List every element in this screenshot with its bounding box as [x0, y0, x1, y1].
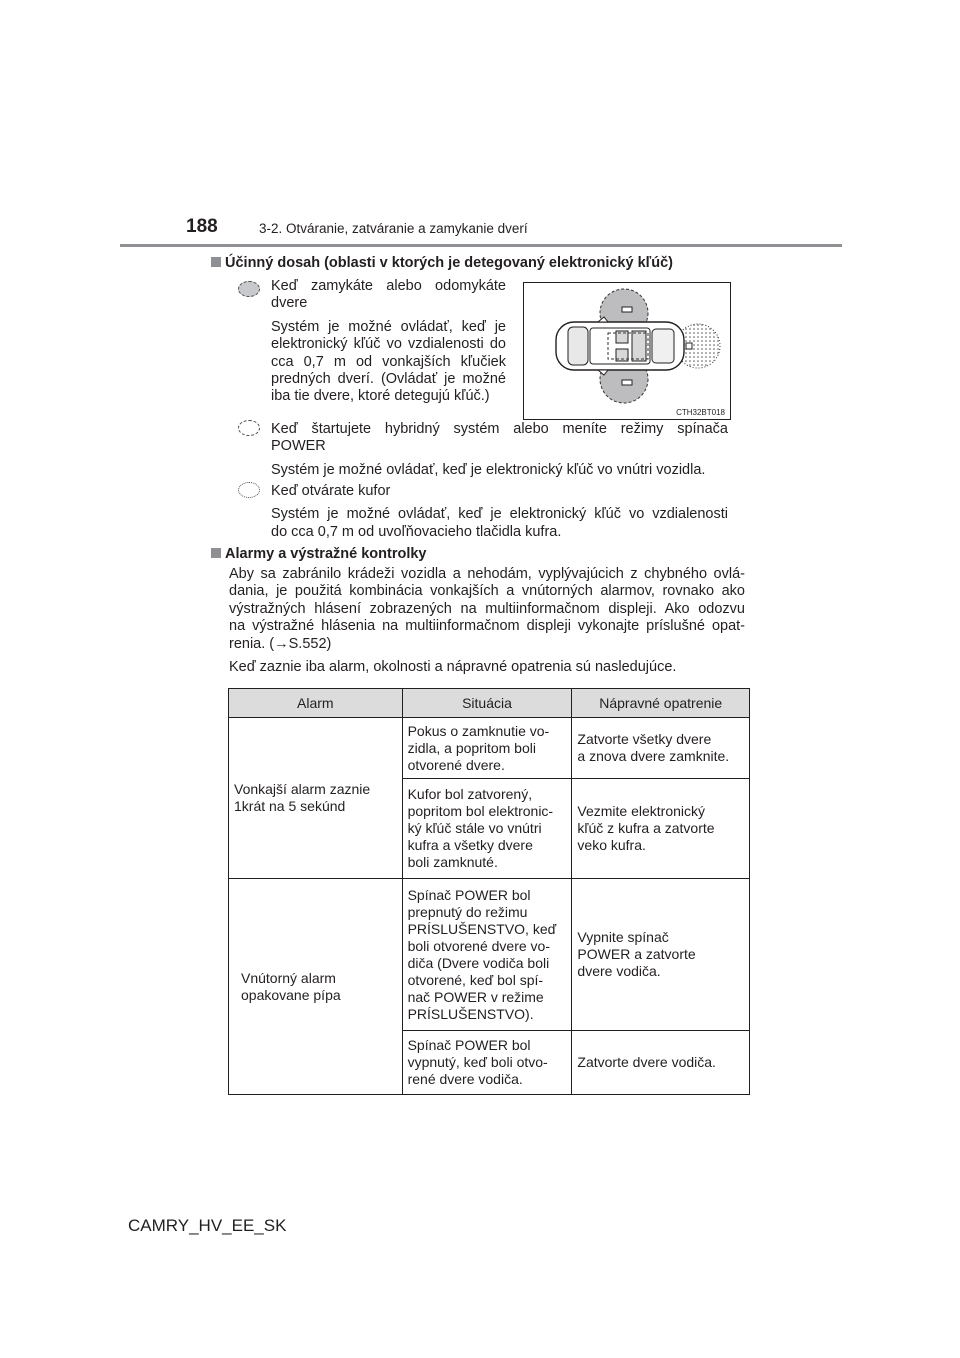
alarm-line: Vnútorný alarm — [241, 969, 336, 986]
zone3-desc-line2: do cca 0,7 m od uvoľňovacieho tlačidla kufra. — [271, 523, 562, 540]
dashed-empty-zone-icon — [238, 420, 260, 436]
zone1-desc-line4: predných dverí. (Ovládať je možné — [271, 371, 506, 388]
section-bullet-icon — [211, 257, 221, 267]
cell-line: Zatvorte dvere vodiča. — [577, 1054, 716, 1070]
alarm-section-heading — [211, 546, 426, 562]
cell-line: rené dvere vodiča. — [407, 1071, 523, 1087]
reference-arrow-icon: → — [274, 635, 289, 652]
alarm-para-line5 — [229, 636, 745, 653]
zone2-title-line2: POWER — [271, 438, 326, 455]
zone2-text — [271, 421, 728, 479]
zone1-desc-line1: Systém je možné ovládať, keď je — [271, 318, 506, 335]
alarm-para-line2: dania, je použitá kombinácia vonkajších a vnútorných alarmov, rovnako ako — [229, 583, 745, 600]
remedy-cell — [572, 1031, 750, 1095]
cell-line: vypnutý, keď boli otvo- — [407, 1054, 548, 1070]
section-title: 3-2. Otváranie, zatváranie a zamykanie dverí — [259, 221, 528, 236]
situation-cell — [402, 1031, 572, 1095]
cell-line: ký kľúč stále vo vnútri — [407, 820, 542, 836]
alarm-heading-text: Alarmy a výstražné kontrolky — [225, 546, 427, 562]
page-number: 188 — [186, 216, 218, 237]
table-header-row — [229, 689, 750, 718]
zone1-desc-line2: elektronický kľúč vo vzdialenosti do — [271, 336, 506, 353]
alarm-line: opakovane pípa — [241, 986, 341, 1003]
alarm-cell — [229, 718, 403, 879]
cell-line: Vezmite elektronický — [577, 803, 706, 819]
footer-code: CAMRY_HV_EE_SK — [128, 1216, 287, 1235]
zone1-desc-line5: iba tie dvere, ktoré detegujú kľúč.) — [271, 388, 490, 405]
alarm-line: Vonkajší alarm zaznie — [234, 781, 371, 797]
alarm-para-line4: na výstražné hlásenia na multiinformačnom displeji vykonajte príslušné opat- — [229, 618, 745, 635]
zone2-desc: Systém je možné ovládať, keď je elektronický kľúč vo vnútri vozidla. — [271, 461, 706, 478]
table-row — [229, 879, 750, 1031]
range-section-heading — [211, 255, 673, 271]
cell-line: dvere vodiča. — [577, 963, 661, 979]
remedy-cell — [572, 879, 750, 1031]
zone1-title-line2: dvere — [271, 295, 308, 312]
situation-cell — [402, 779, 572, 879]
remedy-cell — [572, 718, 750, 779]
cell-line: otvorené dvere. — [407, 756, 505, 773]
alarm-para-line1: Aby sa zabránilo krádeži vozidla a nehodám, vyplývajúcich z chybného ovlá- — [229, 566, 745, 582]
alarm-para-line3: výstražných hlásení zobrazených na multiinformačnom displeji. Ako odozvu — [229, 600, 745, 617]
header-remedy: Nápravné opatrenie — [572, 689, 750, 718]
cell-line: boli zamknuté. — [407, 854, 498, 870]
zone3-text — [271, 483, 728, 541]
zone3-desc-line1: Systém je možné ovládať, keď je elektronický kľúč vo vzdialenosti — [271, 506, 728, 523]
cell-line: PRÍSLUŠENSTVO, keď — [407, 920, 557, 937]
key-range-figure — [523, 282, 731, 420]
cell-line: Kufor bol zatvorený, — [407, 786, 533, 802]
alarm-para-line5-pre: renia. ( — [229, 635, 275, 652]
alarm-cell — [229, 879, 403, 1095]
dashed-shaded-zone-icon — [238, 281, 260, 297]
cell-line: popritom bol elektronic- — [407, 803, 554, 819]
header-rule — [120, 244, 842, 247]
cell-line: Spínač POWER bol — [407, 886, 531, 903]
header-alarm: Alarm — [229, 689, 403, 718]
cell-line: Vypnite spínač — [577, 929, 669, 945]
cell-line: nač POWER v režime — [407, 988, 544, 1005]
zone1-title-line1: Keď zamykáte alebo odomykáte — [271, 278, 506, 294]
alarm-line: 1krát na 5 sekúnd — [234, 798, 346, 814]
remedy-cell — [572, 779, 750, 879]
section-bullet-icon — [211, 548, 221, 558]
cell-line: veko kufra. — [577, 837, 646, 853]
header-situation: Situácia — [402, 689, 572, 718]
alarm-table — [228, 688, 750, 1095]
situation-cell — [402, 879, 572, 1031]
range-heading-text: Účinný dosah (oblasti v ktorých je detegovaný elektronický kľúč) — [225, 255, 673, 271]
cell-line: a znova dvere zamknite. — [577, 748, 730, 764]
cell-line: Pokus o zamknutie vo- — [407, 722, 550, 739]
cell-line: kľúč z kufra a zatvorte — [577, 820, 715, 836]
zone1-desc-line3: cca 0,7 m od vonkajších kľučiek — [271, 353, 506, 370]
alarm-para2: Keď zaznie iba alarm, okolnosti a nápravné opatrenia sú nasledujúce. — [229, 659, 677, 676]
cell-line: kufra a všetky dvere — [407, 837, 533, 853]
cell-line: diča (Dvere vodiča boli — [407, 954, 550, 971]
table-row — [229, 718, 750, 779]
dotted-zone-icon — [238, 482, 260, 498]
car-top-view-illustration — [524, 283, 730, 419]
page-reference-link[interactable]: S.552) — [288, 635, 332, 652]
situation-cell — [402, 718, 572, 779]
figure-code: CTH32BT018 — [676, 408, 725, 417]
cell-line: POWER a zatvorte — [577, 946, 696, 962]
cell-line: boli otvorené dvere vo- — [407, 937, 550, 954]
cell-line: zidla, a popritom boli — [407, 739, 536, 756]
cell-line: PRÍSLUŠENSTVO). — [407, 1005, 534, 1022]
alarm-paragraph — [229, 566, 745, 676]
cell-line: Spínač POWER bol — [407, 1037, 531, 1053]
cell-line: prepnutý do režimu — [407, 903, 528, 920]
zone1-text — [271, 278, 506, 406]
zone3-title: Keď otvárate kufor — [271, 483, 391, 499]
zone2-title-line1: Keď štartujete hybridný systém alebo meníte režimy spínača — [271, 421, 728, 437]
cell-line: Zatvorte všetky dvere — [577, 731, 712, 747]
cell-line: otvorené, keď bol spí- — [407, 971, 544, 988]
